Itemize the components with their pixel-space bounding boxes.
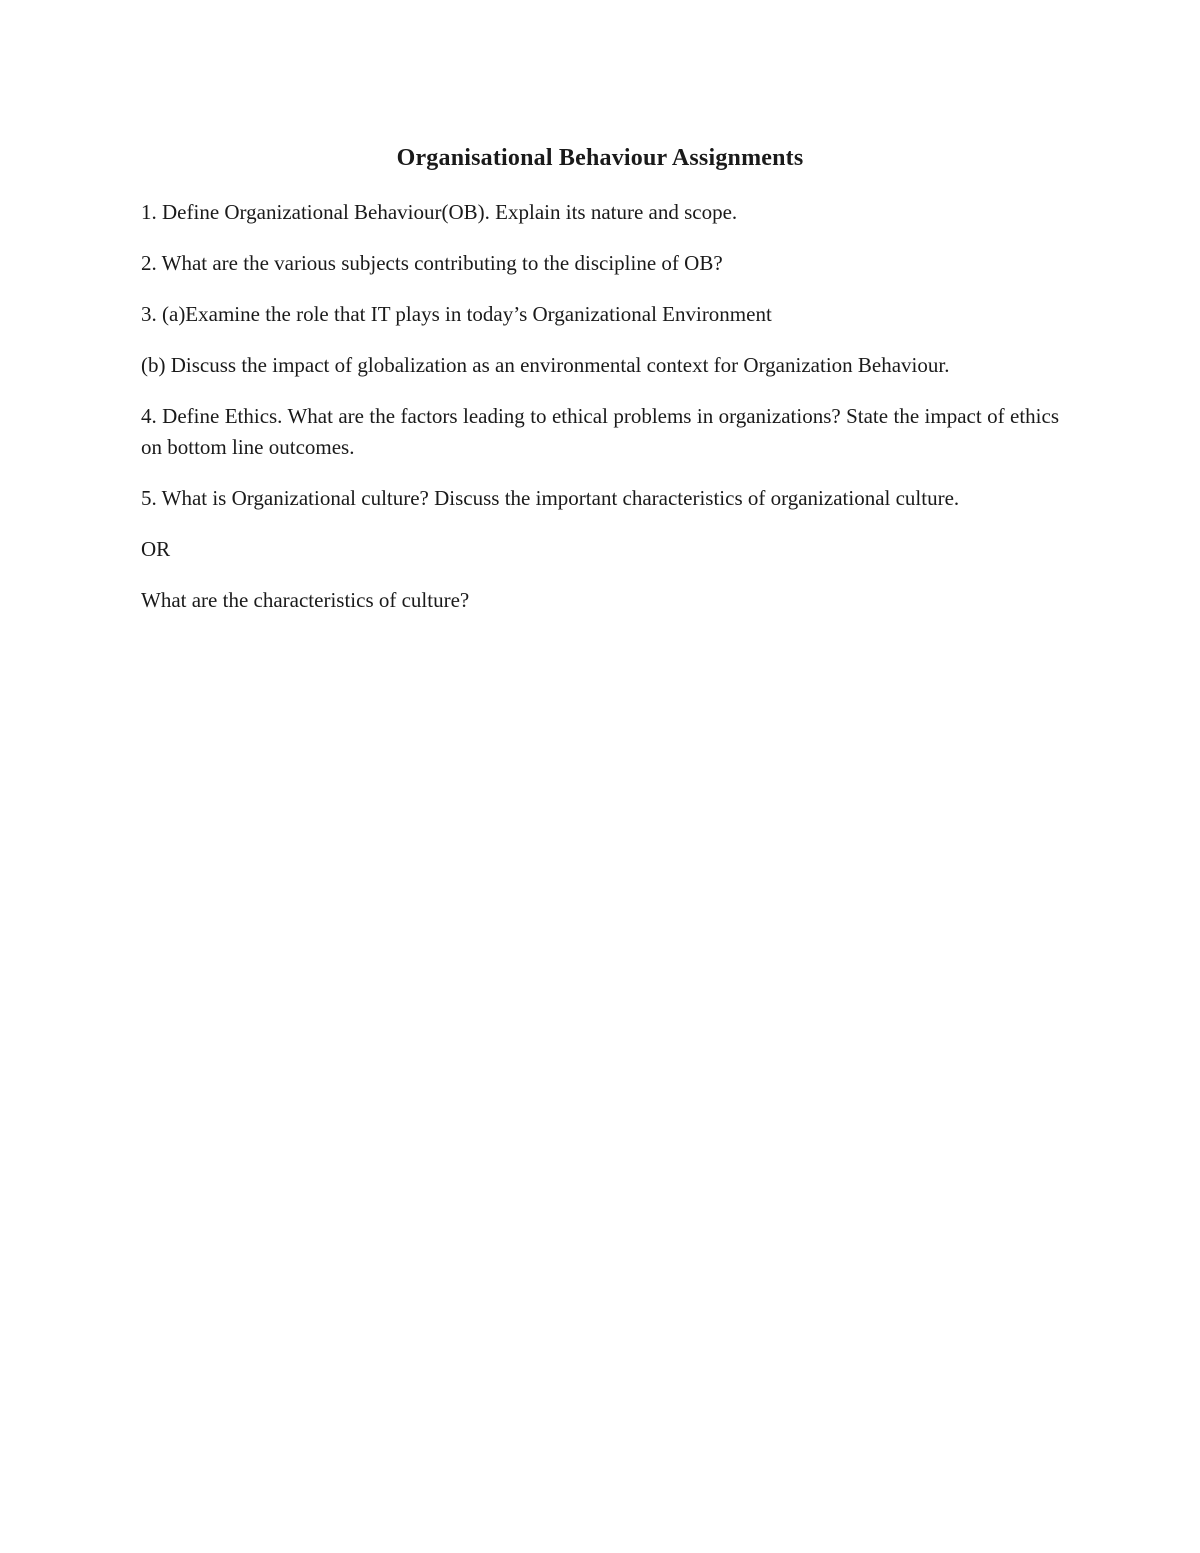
question-4: 4. Define Ethics. What are the factors leading to ethical problems in organizations? State the impact of ethics on bottom line outcomes. [141, 404, 1059, 459]
document-body [141, 140, 1059, 636]
question-5: 5. What is Organizational culture? Discuss the important characteristics of organizational culture. [141, 486, 960, 510]
question-3b: (b) Discuss the impact of globalization as an environmental context for Organization Behaviour. [141, 353, 950, 377]
question-2: 2. What are the various subjects contributing to the discipline of OB? [141, 251, 723, 275]
or-separator: OR [141, 537, 171, 561]
question-1: 1. Define Organizational Behaviour(OB). Explain its nature and scope. [141, 200, 738, 224]
document-title: Organisational Behaviour Assignments [396, 145, 804, 171]
question-5-alternative: What are the characteristics of culture? [141, 588, 470, 612]
question-3a: 3. (a)Examine the role that IT plays in today’s Organizational Environment [141, 302, 772, 326]
